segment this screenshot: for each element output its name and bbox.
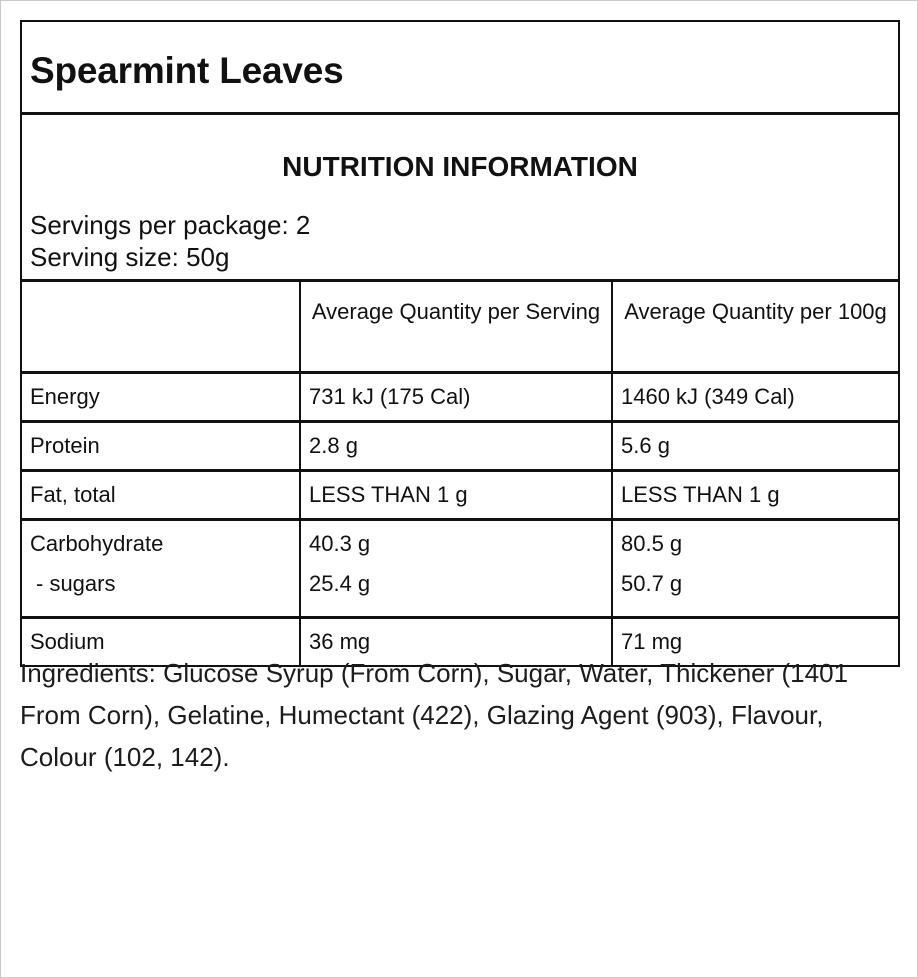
table-row [22,470,898,519]
nutrient-name: Energy [22,372,300,421]
per-serving-value: 731 kJ (175 Cal) [300,372,612,421]
servings-per-package: Servings per package: 2 [30,210,311,240]
per-serving-value: 40.3 g [309,530,371,556]
nutrient-name-cell [22,519,300,617]
per-serving-value: 36 mg [300,617,612,665]
servings-info [30,209,310,273]
nutrition-table [22,282,898,665]
nutrient-name: Sodium [22,617,300,665]
nutrition-panel [20,20,900,667]
nutrient-name: Fat, total [22,470,300,519]
table-row [22,421,898,470]
table-row [22,372,898,421]
per-100g-value: 5.6 g [612,421,898,470]
nutrient-name: Carbohydrate [30,530,164,556]
serving-size: Serving size: 50g [30,242,230,272]
column-header-per-serving: Average Quantity per Serving [300,282,612,372]
per-100g-value: 50.7 g [621,570,683,596]
ingredients-text: Ingredients: Glucose Syrup (From Corn), Sugar, Water, Thickener (1401 From Corn), Gelatine, Humectant (422), Glazing Agent (903), Flavour, Colour (102, 142). [20,658,849,772]
per-serving-value: LESS THAN 1 g [300,470,612,519]
product-title: Spearmint Leaves [22,22,898,115]
nutrient-name: Protein [22,421,300,470]
nutrition-heading: NUTRITION INFORMATION [282,151,638,182]
nutrition-info-block [22,115,898,282]
column-header-nutrient [22,282,300,372]
per-100g-value: 71 mg [612,617,898,665]
per-serving-cell [300,519,612,617]
table-header-row [22,282,898,372]
table-row [22,519,898,617]
sub-nutrient-name: - sugars [36,570,116,596]
column-header-per-100g: Average Quantity per 100g [612,282,898,372]
per-100g-value: LESS THAN 1 g [612,470,898,519]
per-100g-cell [612,519,898,617]
per-100g-value: 80.5 g [621,530,683,556]
per-serving-value: 2.8 g [300,421,612,470]
per-100g-value: 1460 kJ (349 Cal) [612,372,898,421]
per-serving-value: 25.4 g [309,570,371,596]
